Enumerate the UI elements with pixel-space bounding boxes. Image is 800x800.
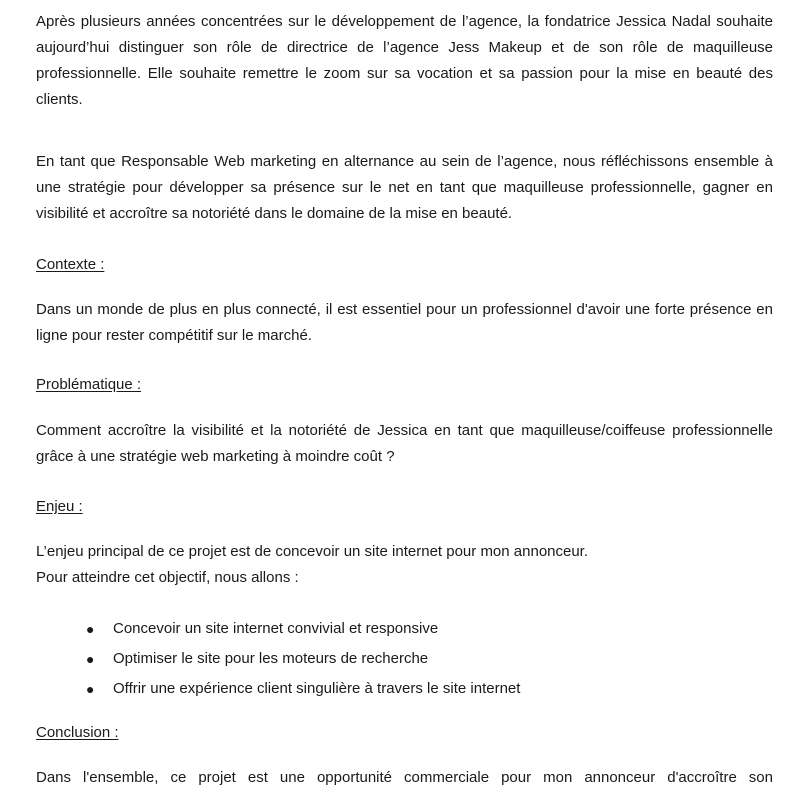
intro-paragraph-1: Après plusieurs années concentrées sur le développement de l’agence, la fondatrice Jessica Nadal souhaite aujourd’hui distinguer son rôle de directrice de l’agence Jess Makeup et de son rôle de maquilleuse professionnelle. Elle souhaite remettre le zoom sur sa vocation et sa passion pour la mise en beauté des clients. <box>36 13 773 108</box>
bullet-icon: ● <box>86 621 95 637</box>
section-heading-problematique: Problématique : <box>36 376 142 393</box>
list-item-text: Concevoir un site internet convivial et responsive <box>113 620 439 637</box>
problematique-paragraph: Comment accroître la visibilité et la notoriété de Jessica en tant que maquilleuse/coiffeuse professionnelle grâce à une stratégie web marketing à moindre coût ? <box>36 422 773 465</box>
enjeu-line-2: Pour atteindre cet objectif, nous allons : <box>36 569 299 586</box>
list-item <box>36 644 773 674</box>
section-heading-enjeu: Enjeu : <box>36 498 83 515</box>
conclusion-paragraph: Dans l'ensemble, ce projet est une opportunité commerciale pour mon annonceur d'accroître son <box>36 769 773 786</box>
enjeu-paragraph <box>36 539 773 591</box>
section-heading-contexte: Contexte : <box>36 256 105 273</box>
intro-paragraph-2: En tant que Responsable Web marketing en alternance au sein de l’agence, nous réfléchissons ensemble à une stratégie pour développer sa présence sur le net en tant que maquilleuse professionnelle, gagner en visibilité et accroître sa notoriété dans le domaine de la mise en beauté. <box>36 153 773 222</box>
list-item-text: Optimiser le site pour les moteurs de recherche <box>113 650 429 667</box>
section-heading-conclusion: Conclusion : <box>36 724 119 741</box>
bullet-icon: ● <box>86 681 95 697</box>
list-item-text: Offrir une expérience client singulière à travers le site internet <box>113 680 521 697</box>
enjeu-line-1: L’enjeu principal de ce projet est de concevoir un site internet pour mon annonceur. <box>36 543 589 560</box>
enjeu-bullet-list <box>36 614 773 704</box>
list-item <box>36 614 773 644</box>
bullet-icon: ● <box>86 651 95 667</box>
contexte-paragraph: Dans un monde de plus en plus connecté, il est essentiel pour un professionnel d'avoir une forte présence en ligne pour rester compétitif sur le marché. <box>36 301 773 344</box>
list-item <box>36 674 773 704</box>
